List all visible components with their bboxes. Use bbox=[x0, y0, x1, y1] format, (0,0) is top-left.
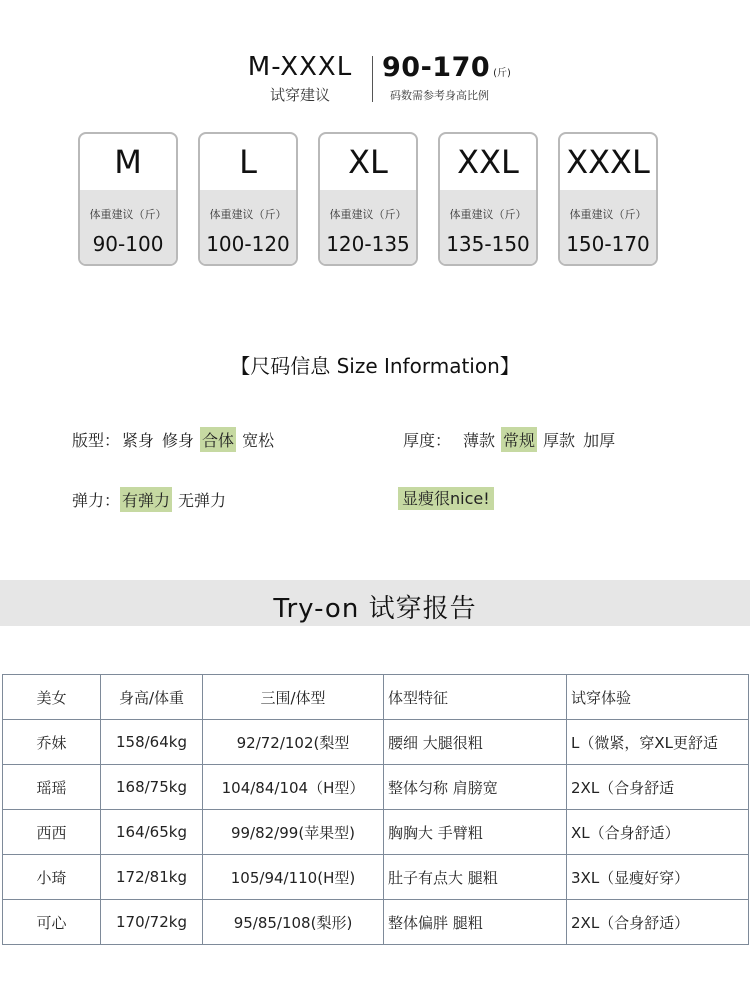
tryon-table bbox=[2, 674, 749, 945]
fit-option-selected: 合体 bbox=[200, 427, 236, 452]
highlight-text: 显瘦很nice! bbox=[398, 487, 494, 510]
table-cell: 104/84/104（H型） bbox=[203, 765, 384, 810]
size-card-xl bbox=[318, 132, 418, 266]
thickness-option-selected: 常规 bbox=[501, 427, 537, 452]
table-header-row bbox=[3, 675, 749, 720]
column-header: 体型特征 bbox=[384, 675, 567, 720]
column-header: 美女 bbox=[3, 675, 101, 720]
table-cell: 乔妹 bbox=[3, 720, 101, 765]
table-row bbox=[3, 855, 749, 900]
thickness-option: 加厚 bbox=[583, 431, 616, 450]
table-cell: 105/94/110(H型) bbox=[203, 855, 384, 900]
size-range-block bbox=[240, 52, 360, 105]
size-code: XXL bbox=[457, 143, 519, 181]
weight-label: 体重建议（斤） bbox=[209, 208, 287, 221]
fit-option: 宽松 bbox=[242, 431, 275, 450]
weight-range-value: 150-170 bbox=[566, 232, 650, 256]
table-cell: 164/65kg bbox=[101, 810, 203, 855]
thickness-row bbox=[403, 427, 621, 452]
table-cell: 肚子有点大 腿粗 bbox=[384, 855, 567, 900]
table-row bbox=[3, 810, 749, 855]
weight-label: 体重建议（斤） bbox=[329, 208, 407, 221]
table-cell: 可心 bbox=[3, 900, 101, 945]
fit-label: 版型： bbox=[72, 431, 121, 450]
ratio-note: 码数需参考身高比例 bbox=[390, 89, 489, 102]
size-card-xxl bbox=[438, 132, 538, 266]
thickness-label: 厚度： bbox=[403, 431, 452, 450]
table-cell: 168/75kg bbox=[101, 765, 203, 810]
table-cell: 92/72/102(梨型 bbox=[203, 720, 384, 765]
header-divider bbox=[372, 56, 373, 102]
tryon-title: Try-on 试穿报告 bbox=[273, 594, 477, 624]
fit-row bbox=[72, 427, 280, 452]
column-header: 试穿体验 bbox=[567, 675, 749, 720]
table-cell: 99/82/99(苹果型) bbox=[203, 810, 384, 855]
size-card-l bbox=[198, 132, 298, 266]
weight-unit: (斤) bbox=[493, 68, 511, 79]
weight-label: 体重建议（斤） bbox=[89, 208, 167, 221]
fit-note: 试穿建议 bbox=[269, 86, 330, 104]
table-row bbox=[3, 900, 749, 945]
table-cell: 158/64kg bbox=[101, 720, 203, 765]
table-cell: 172/81kg bbox=[101, 855, 203, 900]
table-cell: 西西 bbox=[3, 810, 101, 855]
table-cell: 170/72kg bbox=[101, 900, 203, 945]
size-code: XXXL bbox=[566, 143, 650, 181]
weight-range-value: 120-135 bbox=[326, 232, 410, 256]
weight-range-value: 90-100 bbox=[92, 232, 164, 256]
size-code: M bbox=[114, 143, 142, 181]
table-cell: 瑶瑶 bbox=[3, 765, 101, 810]
thickness-option: 薄款 bbox=[463, 431, 496, 450]
size-card-m bbox=[78, 132, 178, 266]
thickness-option: 厚款 bbox=[543, 431, 576, 450]
elasticity-option-selected: 有弹力 bbox=[120, 487, 172, 512]
size-code: XL bbox=[348, 143, 388, 181]
tryon-banner bbox=[0, 580, 750, 626]
table-cell: L（微紧，穿XL更舒适 bbox=[567, 720, 749, 765]
weight-range-value: 135-150 bbox=[446, 232, 530, 256]
elasticity-option: 无弹力 bbox=[178, 491, 227, 510]
size-info-title: 【尺码信息 Size Information】 bbox=[230, 354, 520, 378]
weight-label: 体重建议（斤） bbox=[449, 208, 527, 221]
table-cell: 腰细 大腿很粗 bbox=[384, 720, 567, 765]
column-header: 三围/体型 bbox=[203, 675, 384, 720]
weight-range-value: 100-120 bbox=[206, 232, 290, 256]
column-header: 身高/体重 bbox=[101, 675, 203, 720]
table-cell: 小琦 bbox=[3, 855, 101, 900]
weight-range-block bbox=[382, 52, 511, 103]
table-cell: 整体匀称 肩膀宽 bbox=[384, 765, 567, 810]
table-cell: 胸胸大 手臂粗 bbox=[384, 810, 567, 855]
size-cards bbox=[78, 132, 668, 272]
fit-option: 修身 bbox=[162, 431, 195, 450]
table-row bbox=[3, 720, 749, 765]
weight-range: 90-170 bbox=[382, 52, 491, 83]
table-cell: XL（合身舒适） bbox=[567, 810, 749, 855]
weight-label: 体重建议（斤） bbox=[569, 208, 647, 221]
elasticity-row bbox=[72, 487, 232, 512]
highlight-badge bbox=[398, 486, 494, 509]
size-code: L bbox=[239, 143, 257, 181]
size-range: M-XXXL bbox=[247, 52, 353, 82]
fit-option: 紧身 bbox=[122, 431, 155, 450]
elasticity-label: 弹力： bbox=[72, 491, 121, 510]
size-card-xxxl bbox=[558, 132, 658, 266]
table-cell: 整体偏胖 腿粗 bbox=[384, 900, 567, 945]
table-cell: 2XL（合身舒适） bbox=[567, 900, 749, 945]
table-cell: 95/85/108(梨形) bbox=[203, 900, 384, 945]
table-cell: 2XL（合身舒适 bbox=[567, 765, 749, 810]
table-row bbox=[3, 765, 749, 810]
table-cell: 3XL（显瘦好穿） bbox=[567, 855, 749, 900]
